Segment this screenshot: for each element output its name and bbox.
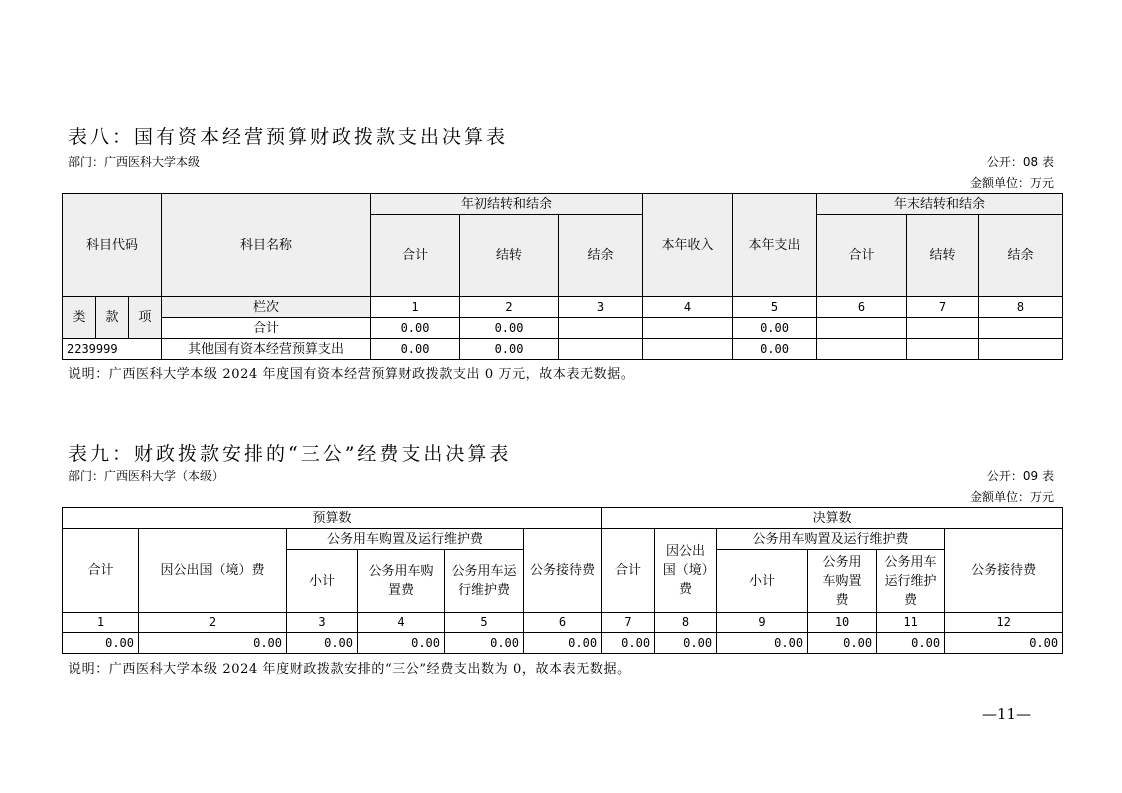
t9-value-11: 0.00 (877, 633, 945, 654)
data-row-c2: 0.00 (460, 339, 559, 360)
t9-column-number-3: 3 (287, 613, 358, 633)
total-row-c3 (559, 318, 643, 339)
header-subject-code: 科目代码 (63, 194, 162, 297)
header-begin-carryover: 结转 (460, 215, 559, 297)
t9-column-number-2: 2 (139, 613, 287, 633)
t9-value-7: 0.00 (602, 633, 655, 654)
header-budget: 预算数 (63, 508, 602, 529)
header-annual-expense: 本年支出 (733, 194, 817, 297)
header-begin-balance: 年初结转和结余 (371, 194, 643, 215)
t9-column-number-8: 8 (655, 613, 717, 633)
data-row-c7 (907, 339, 979, 360)
data-row-code: 2239999 (63, 339, 162, 360)
t9-value-1: 0.00 (63, 633, 139, 654)
table8-title: 表八：国有资本经营预算财政拨款支出决算表 (68, 126, 509, 148)
header-begin-surplus: 结余 (559, 215, 643, 297)
table8-grid (62, 193, 1063, 360)
t9-column-number-9: 9 (717, 613, 808, 633)
column-number-2: 2 (460, 297, 559, 318)
header-final-abroad: 因公出国（境）费 (655, 529, 717, 613)
header-final-subtotal: 小计 (717, 550, 808, 613)
header-budget-subtotal: 小计 (287, 550, 358, 613)
header-final-vehicle-operation: 公务用车运行维护费 (877, 550, 945, 613)
t9-value-4: 0.00 (358, 633, 445, 654)
t9-column-number-7: 7 (602, 613, 655, 633)
header-end-total: 合计 (817, 215, 907, 297)
t9-value-10: 0.00 (808, 633, 877, 654)
header-budget-reception: 公务接待费 (524, 529, 602, 613)
table8-department: 部门：广西医科大学本级 (68, 155, 201, 169)
header-subject-name: 科目名称 (162, 194, 371, 297)
header-budget-vehicle: 公务用车购置及运行维护费 (287, 529, 524, 550)
t9-column-number-5: 5 (445, 613, 524, 633)
table9-title: 表九：财政拨款安排的“三公”经费支出决算表 (68, 443, 512, 465)
header-begin-total: 合计 (371, 215, 460, 297)
data-row-c8 (979, 339, 1063, 360)
total-row-c7 (907, 318, 979, 339)
data-row-c6 (817, 339, 907, 360)
t9-value-9: 0.00 (717, 633, 808, 654)
t9-value-2: 0.00 (139, 633, 287, 654)
header-column-number: 栏次 (162, 297, 371, 318)
header-final-total: 合计 (602, 529, 655, 613)
t9-value-6: 0.00 (524, 633, 602, 654)
column-number-7: 7 (907, 297, 979, 318)
header-budget-vehicle-purchase: 公务用车购置费 (358, 550, 445, 613)
header-final: 决算数 (602, 508, 1063, 529)
table8-note: 说明：广西医科大学本级 2024 年度国有资本经营预算财政拨款支出 0 万元，故本表无数据。 (68, 367, 635, 382)
header-kuan: 款 (96, 297, 129, 339)
header-budget-total: 合计 (63, 529, 139, 613)
data-row-c1: 0.00 (371, 339, 460, 360)
column-number-5: 5 (733, 297, 817, 318)
total-row-c5: 0.00 (733, 318, 817, 339)
t9-column-number-4: 4 (358, 613, 445, 633)
header-end-carryover: 结转 (907, 215, 979, 297)
t9-column-number-12: 12 (945, 613, 1063, 633)
total-row-c4 (643, 318, 733, 339)
t9-column-number-10: 10 (808, 613, 877, 633)
header-budget-vehicle-operation: 公务用车运行维护费 (445, 550, 524, 613)
header-final-vehicle: 公务用车购置及运行维护费 (717, 529, 945, 550)
total-row-c2: 0.00 (460, 318, 559, 339)
header-budget-abroad: 因公出国（境）费 (139, 529, 287, 613)
column-number-6: 6 (817, 297, 907, 318)
data-row-c3 (559, 339, 643, 360)
t9-column-number-11: 11 (877, 613, 945, 633)
header-xiang: 项 (129, 297, 162, 339)
header-final-reception: 公务接待费 (945, 529, 1063, 613)
table9-unit: 金额单位：万元 (969, 490, 1054, 504)
header-annual-income: 本年收入 (643, 194, 733, 297)
data-row-name: 其他国有资本经营预算支出 (162, 339, 371, 360)
table9-grid (62, 507, 1063, 654)
t9-value-8: 0.00 (655, 633, 717, 654)
column-number-8: 8 (979, 297, 1063, 318)
column-number-4: 4 (643, 297, 733, 318)
header-end-surplus: 结余 (979, 215, 1063, 297)
table8-form-number: 公开：08 表 (986, 155, 1054, 169)
header-end-balance: 年末结转和结余 (817, 194, 1063, 215)
total-row-c6 (817, 318, 907, 339)
t9-column-number-1: 1 (63, 613, 139, 633)
page-number: —11— (982, 705, 1032, 723)
table9-note: 说明：广西医科大学本级 2024 年度财政拨款安排的“三公”经费支出数为 0，故本表无数据。 (68, 662, 631, 677)
total-row-c1: 0.00 (371, 318, 460, 339)
header-lei: 类 (63, 297, 96, 339)
column-number-1: 1 (371, 297, 460, 318)
header-final-vehicle-purchase: 公务用车购置费 (808, 550, 877, 613)
column-number-3: 3 (559, 297, 643, 318)
data-row-c4 (643, 339, 733, 360)
total-row-label: 合计 (162, 318, 371, 339)
t9-column-number-6: 6 (524, 613, 602, 633)
table8-unit: 金额单位：万元 (969, 176, 1054, 190)
t9-value-12: 0.00 (945, 633, 1063, 654)
t9-value-5: 0.00 (445, 633, 524, 654)
total-row-c8 (979, 318, 1063, 339)
data-row-c5: 0.00 (733, 339, 817, 360)
t9-value-3: 0.00 (287, 633, 358, 654)
table9-department: 部门：广西医科大学（本级） (68, 469, 225, 483)
table9-form-number: 公开：09 表 (986, 469, 1054, 483)
